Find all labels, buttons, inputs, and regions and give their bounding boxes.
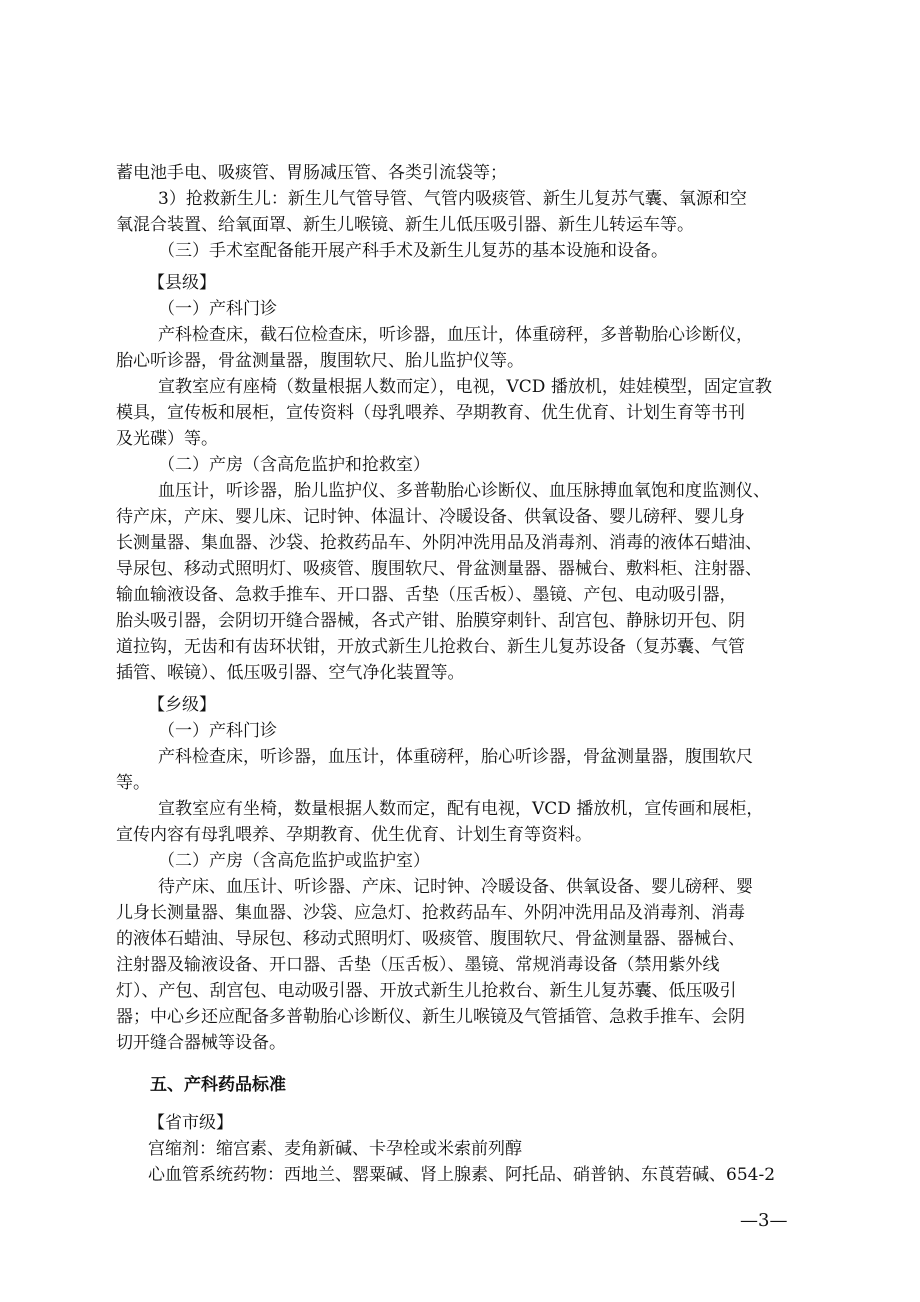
text-line: 蓄电池手电、吸痰管、胃肠减压管、各类引流袋等； (116, 163, 507, 183)
text-line: 产科检查床，听诊器，血压计，体重磅秤，胎心听诊器，骨盆测量器，腹围软尺 (158, 747, 753, 767)
section-heading: （三）手术室配备能开展产科手术及新生儿复苏的基本设施和设备。 (158, 241, 668, 261)
text-line: 等。 (116, 773, 150, 793)
text-line: 宣传内容有母乳喂养、孕期教育、优生优育、计划生育等资料。 (116, 825, 592, 845)
text-line: 宣教室应有座椅（数量根据人数而定），电视，VCD 播放机，娃娃模型，固定宣教 (158, 377, 772, 397)
page-number: —3— (740, 1210, 788, 1231)
text-line: 导尿包、移动式照明灯、吸痰管、腹围软尺、骨盆测量器、器械台、敷料柜、注射器、 (116, 559, 762, 579)
level-heading-county: 【县级】 (148, 273, 216, 293)
text-line: 道拉钩，无齿和有齿环状钳，开放式新生儿抢救台、新生儿复苏设备（复苏囊、气管 (116, 637, 745, 657)
text-line: 器；中心乡还应配备多普勒胎心诊断仪、新生儿喉镜及气管插管、急救手推车、会阴 (116, 1007, 745, 1027)
text-line: 长测量器、集血器、沙袋、抢救药品车、外阴冲洗用品及消毒剂、消毒的液体石蜡油、 (116, 533, 762, 553)
text-line: 注射器及输液设备、开口器、舌垫（压舌板）、墨镜、常规消毒设备（禁用紫外线 (116, 955, 720, 975)
text-line: 胎心听诊器，骨盆测量器，腹围软尺、胎儿监护仪等。 (116, 351, 524, 371)
text-line: 切开缝合器械等设备。 (116, 1033, 286, 1053)
text-line: 心血管系统药物：西地兰、罂粟碱、肾上腺素、阿托品、硝普钠、东莨菪碱、654-2 (148, 1165, 776, 1185)
text-line: 及光碟）等。 (116, 429, 218, 449)
text-line: 氧混合装置、给氧面罩、新生儿喉镜、新生儿低压吸引器、新生儿转运车等。 (116, 215, 694, 235)
text-line: 待产床，产床、婴儿床、记时钟、体温计、冷暖设备、供氧设备、婴儿磅秤、婴儿身 (116, 507, 745, 527)
text-line: 儿身长测量器、集血器、沙袋、应急灯、抢救药品车、外阴冲洗用品及消毒剂、消毒 (116, 903, 745, 923)
level-heading-province: 【省市级】 (148, 1113, 233, 1133)
subsection-heading: （一）产科门诊 (158, 299, 277, 319)
text-line: 待产床、血压计、听诊器、产床、记时钟、冷暖设备、供氧设备、婴儿磅秤、婴 (158, 877, 753, 897)
text-line: 灯）、产包、刮宫包、电动吸引器、开放式新生儿抢救台、新生儿复苏囊、低压吸引 (116, 981, 737, 1001)
text-line: 胎头吸引器，会阴切开缝合器械，各式产钳、胎膜穿刺针、刮宫包、静脉切开包、阴 (116, 611, 745, 631)
subsection-heading: （二）产房（含高危监护或监护室） (158, 851, 430, 871)
text-line: 输血输液设备、急救手推车、开口器、舌垫（压舌板）、墨镜、产包、电动吸引器， (116, 585, 737, 605)
text-line: 插管、喉镜）、低压吸引器、空气净化装置等。 (116, 663, 465, 683)
text-line: 产科检查床，截石位检查床，听诊器，血压计，体重磅秤，多普勒胎心诊断仪， (158, 325, 753, 345)
level-heading-township: 【乡级】 (148, 695, 216, 715)
text-line: 的液体石蜡油、导尿包、移动式照明灯、吸痰管、腹围软尺、骨盆测量器、器械台、 (116, 929, 745, 949)
text-line: 3）抢救新生儿：新生儿气管导管、气管内吸痰管、新生儿复苏气囊、氧源和空 (158, 189, 747, 209)
text-line: 宣教室应有坐椅，数量根据人数而定，配有电视，VCD 播放机，宣传画和展柜， (158, 799, 764, 819)
text-line: 血压计，听诊器，胎儿监护仪、多普勒胎心诊断仪、血压脉搏血氧饱和度监测仪、 (158, 481, 770, 501)
chapter-heading: 五、产科药品标准 (150, 1075, 286, 1095)
text-line: 宫缩剂：缩宫素、麦角新碱、卡孕栓或米索前列醇 (148, 1139, 522, 1159)
text-line: 模具，宣传板和展柜，宣传资料（母乳喂养、孕期教育、优生优育、计划生育等书刊 (116, 403, 745, 423)
subsection-heading: （一）产科门诊 (158, 721, 277, 741)
subsection-heading: （二）产房（含高危监护和抢救室） (158, 455, 430, 475)
